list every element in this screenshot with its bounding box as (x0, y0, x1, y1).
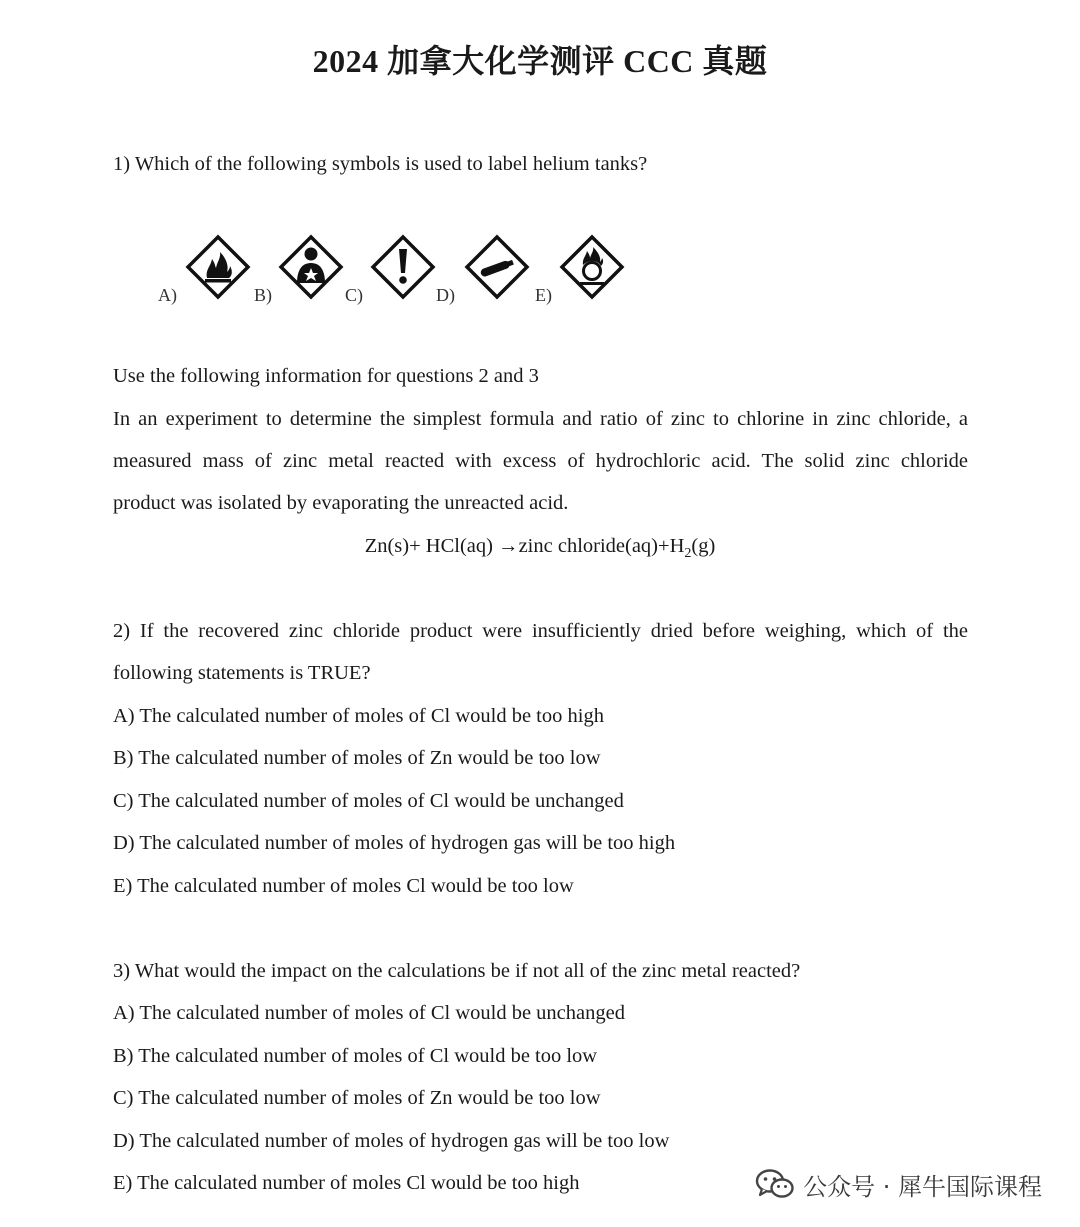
page-title: 2024 加拿大化学测评 CCC 真题 (312, 43, 768, 79)
q1-question: 1) Which of the following symbols is used to label helium tanks? (113, 153, 648, 175)
q3-option-c: C) The calculated number of moles of Zn would be too low (113, 1087, 601, 1109)
equation-subscript: 2 (684, 546, 692, 562)
flammable-flame-icon (185, 234, 251, 300)
q1-option-a-label: A) (158, 285, 177, 305)
watermark-text: 公众号 · 犀牛国际课程 (803, 1172, 1042, 1201)
q2-option-d: D) The calculated number of moles of hydrogen gas will be too high (113, 832, 676, 854)
equation-tail: (g) (691, 535, 716, 557)
q2-question-line-1: 2) If the recovered zinc chloride product were insufficiently dried before weighing, which of the (113, 620, 968, 642)
oxidizer-flame-over-circle-icon (559, 234, 625, 300)
info-heading: Use the following information for questions 2 and 3 (113, 365, 539, 387)
q2-option-c: C) The calculated number of moles of Cl would be unchanged (113, 790, 624, 812)
q1-option-b-label: B) (254, 285, 272, 305)
exclamation-mark-icon (370, 234, 436, 300)
health-hazard-icon (278, 234, 344, 300)
q2-option-a: A) The calculated number of moles of Cl would be too high (113, 705, 604, 727)
equation-main: Zn(s)+ HCl(aq) →zinc chloride(aq)+H (364, 535, 685, 557)
q3-option-e: E) The calculated number of moles Cl would be too high (113, 1172, 580, 1194)
wechat-icon (755, 1168, 795, 1200)
q2-option-e: E) The calculated number of moles Cl would be too low (113, 875, 574, 897)
q3-option-d: D) The calculated number of moles of hydrogen gas will be too low (113, 1130, 670, 1152)
q2-option-b: B) The calculated number of moles of Zn would be too low (113, 747, 601, 769)
reaction-equation (0, 534, 1080, 566)
q1-option-d-label: D) (436, 285, 455, 305)
gas-cylinder-icon (464, 234, 530, 300)
info-line-3: product was isolated by evaporating the unreacted acid. (113, 492, 569, 514)
q1-option-c-label: C) (345, 285, 363, 305)
q3-option-b: B) The calculated number of moles of Cl would be too low (113, 1045, 598, 1067)
hazard-symbols-row (0, 230, 1080, 310)
q1-option-e-label: E) (535, 285, 552, 305)
info-line-1: In an experiment to determine the simplest formula and ratio of zinc to chlorine in zinc chloride, a (113, 408, 968, 430)
q2-question-line-2: following statements is TRUE? (113, 662, 371, 684)
info-line-2: measured mass of zinc metal reacted with excess of hydrochloric acid. The solid zinc chloride (113, 450, 968, 472)
q3-option-a: A) The calculated number of moles of Cl would be unchanged (113, 1002, 625, 1024)
q3-question: 3) What would the impact on the calculations be if not all of the zinc metal reacted? (113, 960, 801, 982)
watermark (749, 1166, 1048, 1202)
